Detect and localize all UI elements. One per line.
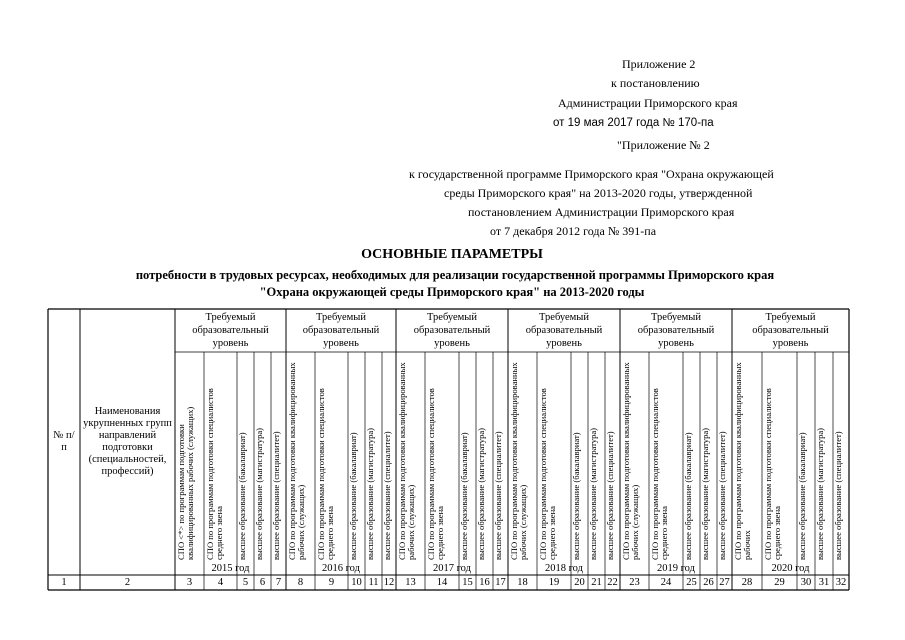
education-level-column-header xyxy=(571,352,588,562)
education-level-header: Требуемый образовательный уровень xyxy=(302,312,380,349)
education-level-header: Требуемый образовательный уровень xyxy=(413,312,491,349)
year-label: 2015 год xyxy=(211,562,250,574)
column-number: 21 xyxy=(591,577,602,588)
education-level-column-header xyxy=(815,352,833,562)
education-level-column-header xyxy=(425,352,459,562)
column-number: 12 xyxy=(383,577,395,588)
column-number: 4 xyxy=(217,577,224,588)
column-number: 7 xyxy=(275,577,282,588)
education-level-column-label: СПО по программам подготовки квалифицированных рабочих (служащих) xyxy=(397,362,416,560)
education-level-column-header xyxy=(588,352,605,562)
education-level-column-header xyxy=(204,352,237,562)
education-level-column-header xyxy=(175,352,204,562)
education-level-column-header xyxy=(286,352,315,562)
column-number: 18 xyxy=(517,577,528,588)
education-level-column-label: СПО по программам подготовки специалистов среднего звена xyxy=(205,388,224,560)
education-level-column-header xyxy=(493,352,508,562)
column-header-name: Наименования укрупненных групп направлений подготовки (специальностей, профессий) xyxy=(83,406,172,477)
column-number: 28 xyxy=(741,577,753,588)
appendix2-line3: постановлением Администрации Приморского края xyxy=(468,205,735,219)
column-number: 30 xyxy=(800,577,812,588)
year-label: 2019 год xyxy=(657,562,695,574)
document-subtitle-2: "Охрана окружающей среды Приморского края" на 2013-2020 годы xyxy=(259,285,645,299)
column-number: 23 xyxy=(629,577,640,588)
education-level-column-header xyxy=(382,352,396,562)
education-level-column-header xyxy=(271,352,286,562)
education-level-column-header xyxy=(717,352,732,562)
education-level-column-label: высшее образование (бакалавриат) xyxy=(571,432,581,560)
education-level-column-label: СПО по программам подготовки специалистов среднего звена xyxy=(650,388,669,560)
education-level-column-label: СПО по программам подготовки специалистов среднего звена xyxy=(763,388,782,560)
column-header-number: № п/п xyxy=(53,430,75,453)
education-level-column-label: высшее образование (бакалавриат) xyxy=(348,432,358,560)
education-level-column-label: высшее образование (специалитет) xyxy=(605,431,615,560)
appendix2-line4: от 7 декабря 2012 года № 391-па xyxy=(490,224,657,238)
education-level-column-label: СПО по программам подготовки квалифицированных рабочих (служащих) xyxy=(287,362,306,560)
education-level-column-header xyxy=(254,352,271,562)
education-level-header: Требуемый образовательный уровень xyxy=(525,312,603,349)
column-number: 26 xyxy=(703,577,714,588)
column-number: 13 xyxy=(405,577,416,588)
resolution-date: от 19 мая 2017 года № 170-па xyxy=(553,117,714,129)
column-number: 20 xyxy=(574,577,585,588)
appendix-label: Приложение 2 xyxy=(622,57,696,71)
column-number: 19 xyxy=(548,577,560,588)
education-level-column-header xyxy=(396,352,425,562)
education-level-column-label: СПО по программам подготовки квалифицированных рабочих (служащих) xyxy=(509,362,528,560)
column-number: 3 xyxy=(186,577,193,588)
column-number: 6 xyxy=(259,577,266,588)
education-level-column-label: высшее образование (магистратура) xyxy=(815,427,825,560)
document-subtitle-1: потребности в трудовых ресурсах, необходимых для реализации государственной программы Приморского края xyxy=(135,268,775,282)
education-level-column-label: СПО по программам подготовки квалифицированных рабочих (служащих) xyxy=(621,362,640,560)
education-level-column-label: высшее образование (бакалавриат) xyxy=(797,432,807,560)
column-number: 32 xyxy=(835,577,847,588)
education-level-column-header xyxy=(762,352,797,562)
education-level-column-label: высшее образование (магистратура) xyxy=(365,427,375,560)
education-level-column-header xyxy=(476,352,493,562)
education-level-column-label: высшее образование (специалитет) xyxy=(493,431,503,560)
education-level-column-label: СПО по программам подготовки специалистов среднего звена xyxy=(426,388,445,560)
column-number: 14 xyxy=(436,577,448,588)
education-level-column-label: высшее образование (бакалавриат) xyxy=(237,432,247,560)
education-level-column-header xyxy=(315,352,348,562)
education-level-column-header xyxy=(649,352,683,562)
column-number: 11 xyxy=(368,577,379,588)
education-level-column-header xyxy=(797,352,815,562)
education-level-column-label: высшее образование (магистратура) xyxy=(476,427,486,560)
column-number: 15 xyxy=(462,577,473,588)
education-level-column-label: высшее образование (специалитет) xyxy=(833,431,843,560)
appendix2-title: "Приложение № 2 xyxy=(617,138,710,152)
administration-label: Администрации Приморского края xyxy=(558,96,738,110)
education-level-column-header xyxy=(459,352,476,562)
appendix2-line1: к государственной программе Приморского края "Охрана окружающей xyxy=(409,167,774,181)
document-title: ОСНОВНЫЕ ПАРАМЕТРЫ xyxy=(361,247,543,262)
education-level-column-header xyxy=(605,352,620,562)
education-level-column-header xyxy=(620,352,649,562)
education-level-column-header xyxy=(508,352,537,562)
column-number: 8 xyxy=(297,577,304,588)
column-number: 10 xyxy=(351,577,362,588)
column-number: 31 xyxy=(818,577,830,588)
education-level-column-label: СПО по программам подготовки квалифицированных рабочих xyxy=(733,362,752,560)
education-level-column-label: СПО по программам подготовки специалистов среднего звена xyxy=(538,388,557,560)
education-level-column-label: высшее образование (специалитет) xyxy=(717,431,727,560)
education-level-column-label: высшее образование (бакалавриат) xyxy=(683,432,693,560)
column-number: 16 xyxy=(479,577,490,588)
education-level-header: Требуемый образовательный уровень xyxy=(192,312,269,349)
education-level-column-header xyxy=(732,352,762,562)
appendix2-line2: среды Приморского края" на 2013-2020 годы, утвержденной xyxy=(444,186,753,200)
education-level-column-label: СПО <*> по программам подготовки квалифицированных рабочих (служащих) xyxy=(176,406,195,560)
column-number: 25 xyxy=(686,577,697,588)
education-level-header: Требуемый образовательный уровень xyxy=(637,312,715,349)
column-number: 17 xyxy=(495,577,506,588)
education-level-column-header xyxy=(237,352,254,562)
education-level-column-header xyxy=(700,352,717,562)
column-number: 2 xyxy=(124,577,131,588)
education-level-column-header xyxy=(365,352,382,562)
education-level-column-header xyxy=(537,352,571,562)
education-level-column-header xyxy=(833,352,849,562)
year-label: 2018 год xyxy=(545,562,583,574)
year-label: 2016 год xyxy=(322,562,360,574)
column-number: 27 xyxy=(719,577,730,588)
column-number: 5 xyxy=(242,577,249,588)
education-level-column-label: высшее образование (магистратура) xyxy=(588,427,598,560)
education-level-column-label: высшее образование (специалитет) xyxy=(271,431,281,560)
column-number: 9 xyxy=(328,577,335,588)
column-number: 24 xyxy=(660,577,672,588)
education-level-header: Требуемый образовательный уровень xyxy=(752,312,829,349)
education-level-column-label: высшее образование (специалитет) xyxy=(382,431,392,560)
year-label: 2020 год xyxy=(771,562,810,574)
education-level-column-header xyxy=(683,352,700,562)
column-number: 1 xyxy=(61,577,67,588)
education-level-column-label: высшее образование (магистратура) xyxy=(254,427,264,560)
column-number: 22 xyxy=(607,577,618,588)
year-label: 2017 год xyxy=(433,562,471,574)
education-level-column-label: высшее образование (магистратура) xyxy=(700,427,710,560)
education-level-column-label: высшее образование (бакалавриат) xyxy=(459,432,469,560)
column-number: 29 xyxy=(774,577,785,588)
resolution-label: к постановлению xyxy=(611,76,700,90)
education-level-column-header xyxy=(348,352,365,562)
education-level-column-label: СПО по программам подготовки специалистов среднего звена xyxy=(316,388,335,560)
